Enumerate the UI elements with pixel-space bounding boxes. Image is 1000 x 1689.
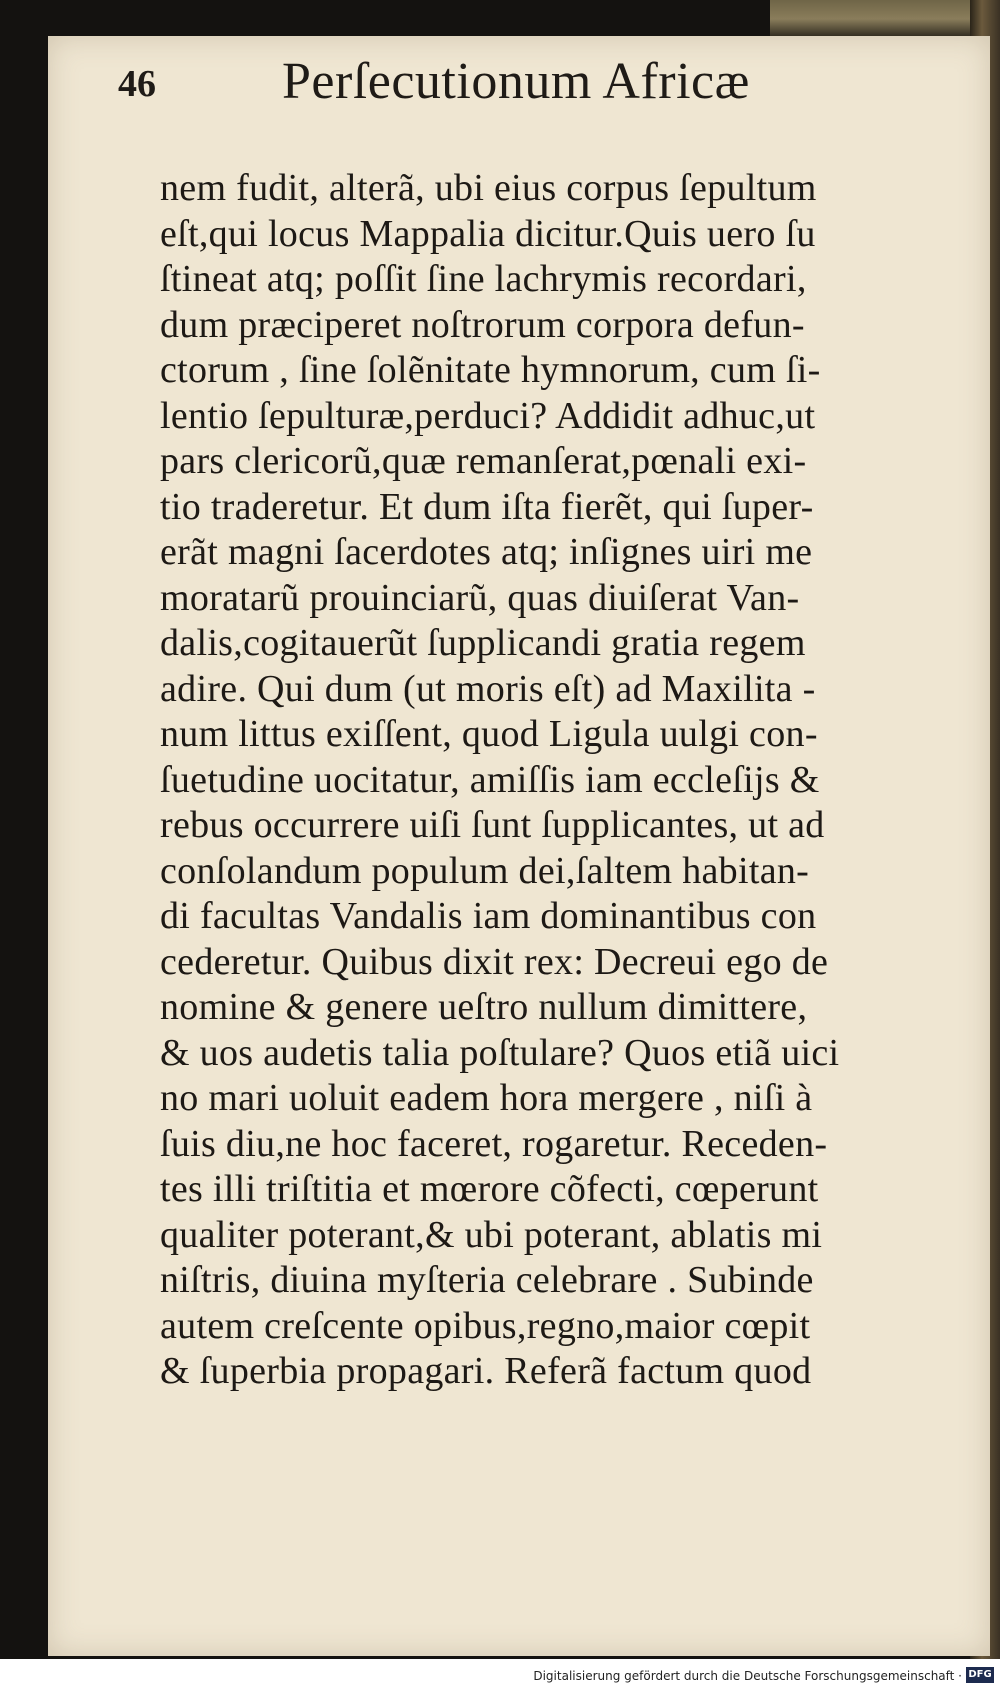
text-line: ſtineat atq; poſſit ſine lachrymis recordari, [160,258,807,300]
text-line: ctorum , ſine ſolẽnitate hymnorum, cum ſi- [160,349,821,391]
text-line: nomine & genere ueſtro nullum dimittere, [160,986,808,1028]
text-line: di facultas Vandalis iam dominantibus con [160,895,817,937]
text-line: & uos audetis talia poſtulare? Quos etiã uici [160,1031,840,1074]
text-line: qualiter poterant,& ubi poterant, ablatis mi [160,1213,823,1256]
text-line: rebus occurrere uiſi ſunt ſupplicantes, ut ad [160,804,825,846]
dfg-logo: DFG [966,1667,994,1683]
text-line: lentio ſepulturæ,perduci? Addidit adhuc,ut [160,394,816,437]
text-line: tes illi triſtitia et mœrore cõfecti, cœperunt [160,1168,819,1210]
text-line: dalis,cogitauerũt ſupplicandi gratia regem [160,622,806,664]
text-line: nem fudit, alterã, ubi eius corpus ſepultum [160,167,817,209]
text-line: erãt magni ſacerdotes atq; inſignes uiri me [160,531,813,573]
text-line: eſt,qui locus Mappalia dicitur.Quis uero ſu [160,212,816,255]
footer-bar [0,1659,1000,1689]
text-line: conſolandum populum dei,ſaltem habitan- [160,849,810,892]
running-head: Perſecutionum Africæ [282,53,750,110]
text-line: pars clericorũ,quæ remanſerat,pœnali exi- [160,440,807,482]
text-line: dum præciperet noſtrorum corpora defun- [160,303,805,346]
text-line: autem creſcente opibus,regno,maior cœpit [160,1304,811,1347]
text-line: adire. Qui dum (ut moris eſt) ad Maxilita - [160,667,816,710]
text-line: num littus exiſſent, quod Ligula uulgi con- [160,713,818,755]
text-line: cederetur. Quibus dixit rex: Decreui ego de [160,940,829,983]
text-line: ſuetudine uocitatur, amiſſis iam eccleſijs & [160,758,820,801]
text-line: ſuis diu,ne hoc faceret, rogaretur. Receden- [160,1122,828,1165]
page-number: 46 [118,63,156,105]
text-line: tio traderetur. Et dum iſta fierẽt, qui ſuper- [160,485,814,528]
text-line: & ſuperbia propagari. Referã factum quod [160,1350,812,1392]
cover-edge-top [770,0,1000,38]
text-line: moratarũ prouinciarũ, quas diuiſerat Van- [160,576,800,619]
text-line: no mari uoluit eadem hora mergere , niſi à [160,1077,813,1119]
text-line: niſtris, diuina myſteria celebrare . Subinde [160,1259,814,1301]
body-text [160,166,915,1395]
funding-credit: Digitalisierung gefördert durch die Deutsche Forschungsgemeinschaft · [533,1669,962,1683]
